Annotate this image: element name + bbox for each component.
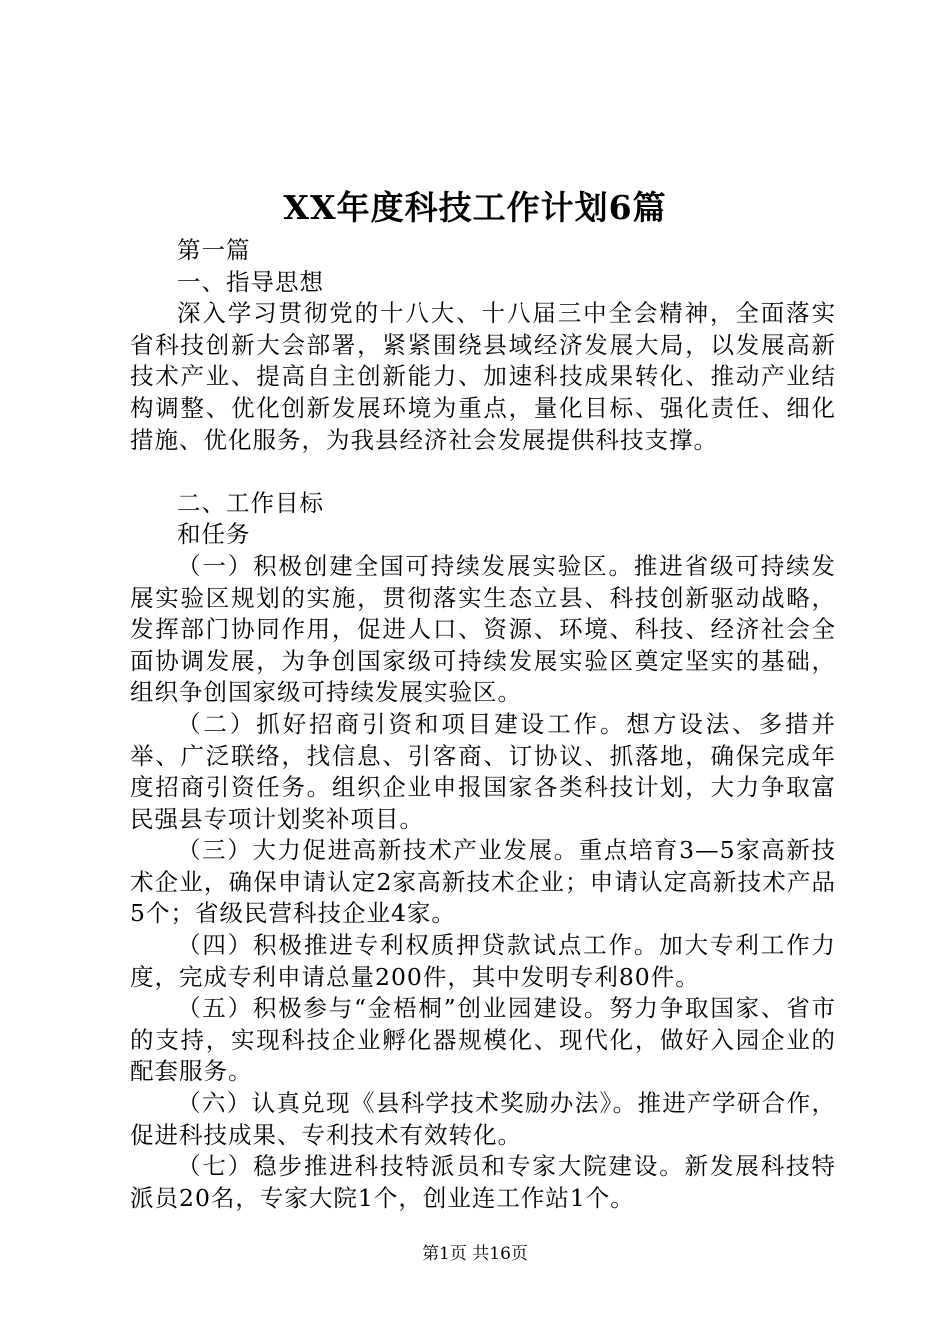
heading-work-goals: 二、工作目标 [177, 488, 324, 517]
heading-work-goals-continued: 和任务 [177, 520, 251, 549]
section-label: 第一篇 [177, 236, 251, 264]
task-item-1: （一）积极创建全国可持续发展实验区。推进省级可持续发展实验区规划的实施，贯彻落实生态立县、科技创新驱动战略，发挥部门协同作用，促进人口、资源、环境、科技、经济社会全面协调发展，为争创国家级可持续发展实验区奠定坚实的基础，组织争创国家级可持续发展实验区。 [130, 551, 836, 707]
page-number-footer: 第1页 共16页 [422, 1244, 528, 1264]
task-item-6: （六）认真兑现《县科学技术奖励办法》。推进产学研合作，促进科技成果、专利技术有效转化。 [130, 1089, 836, 1149]
paragraph-spacer [130, 456, 836, 488]
heading-guiding-ideology: 一、指导思想 [177, 267, 324, 296]
task-item-3: （三）大力促进高新技术产业发展。重点培育3—5家高新技术企业，确保申请认定2家高新技术企业；申请认定高新技术产品5个；省级民营科技企业4家。 [130, 836, 836, 928]
document-body [130, 235, 836, 1214]
document-title: XX年度科技工作计划6篇 [283, 188, 667, 227]
paragraph-guiding-ideology: 深入学习贯彻党的十八大、十八届三中全会精神，全面落实省科技创新大会部署，紧紧围绕县域经济发展大局，以发展高新技术产业、提高自主创新能力、加速科技成果转化、推动产业结构调整、优化创新发展环境为重点，量化目标、强化责任、细化措施、优化服务，为我县经济社会发展提供科技支撑。 [130, 299, 836, 454]
task-item-4: （四）积极推进专利权质押贷款试点工作。加大专利工作力度，完成专利申请总量200件，其中发明专利80件。 [130, 931, 836, 991]
task-item-5: （五）积极参与“金梧桐”创业园建设。努力争取国家、省市的支持，实现科技企业孵化器规模化、现代化，做好入园企业的配套服务。 [130, 994, 836, 1086]
task-item-2: （二）抓好招商引资和项目建设工作。想方设法、多措并举、广泛联络，找信息、引客商、订协议、抓落地，确保完成年度招商引资任务。组织企业申报国家各类科技计划，大力争取富民强县专项计划奖补项目。 [130, 709, 836, 833]
task-item-7: （七）稳步推进科技特派员和专家大院建设。新发展科技特派员20名，专家大院1个，创业连工作站1个。 [130, 1152, 836, 1212]
